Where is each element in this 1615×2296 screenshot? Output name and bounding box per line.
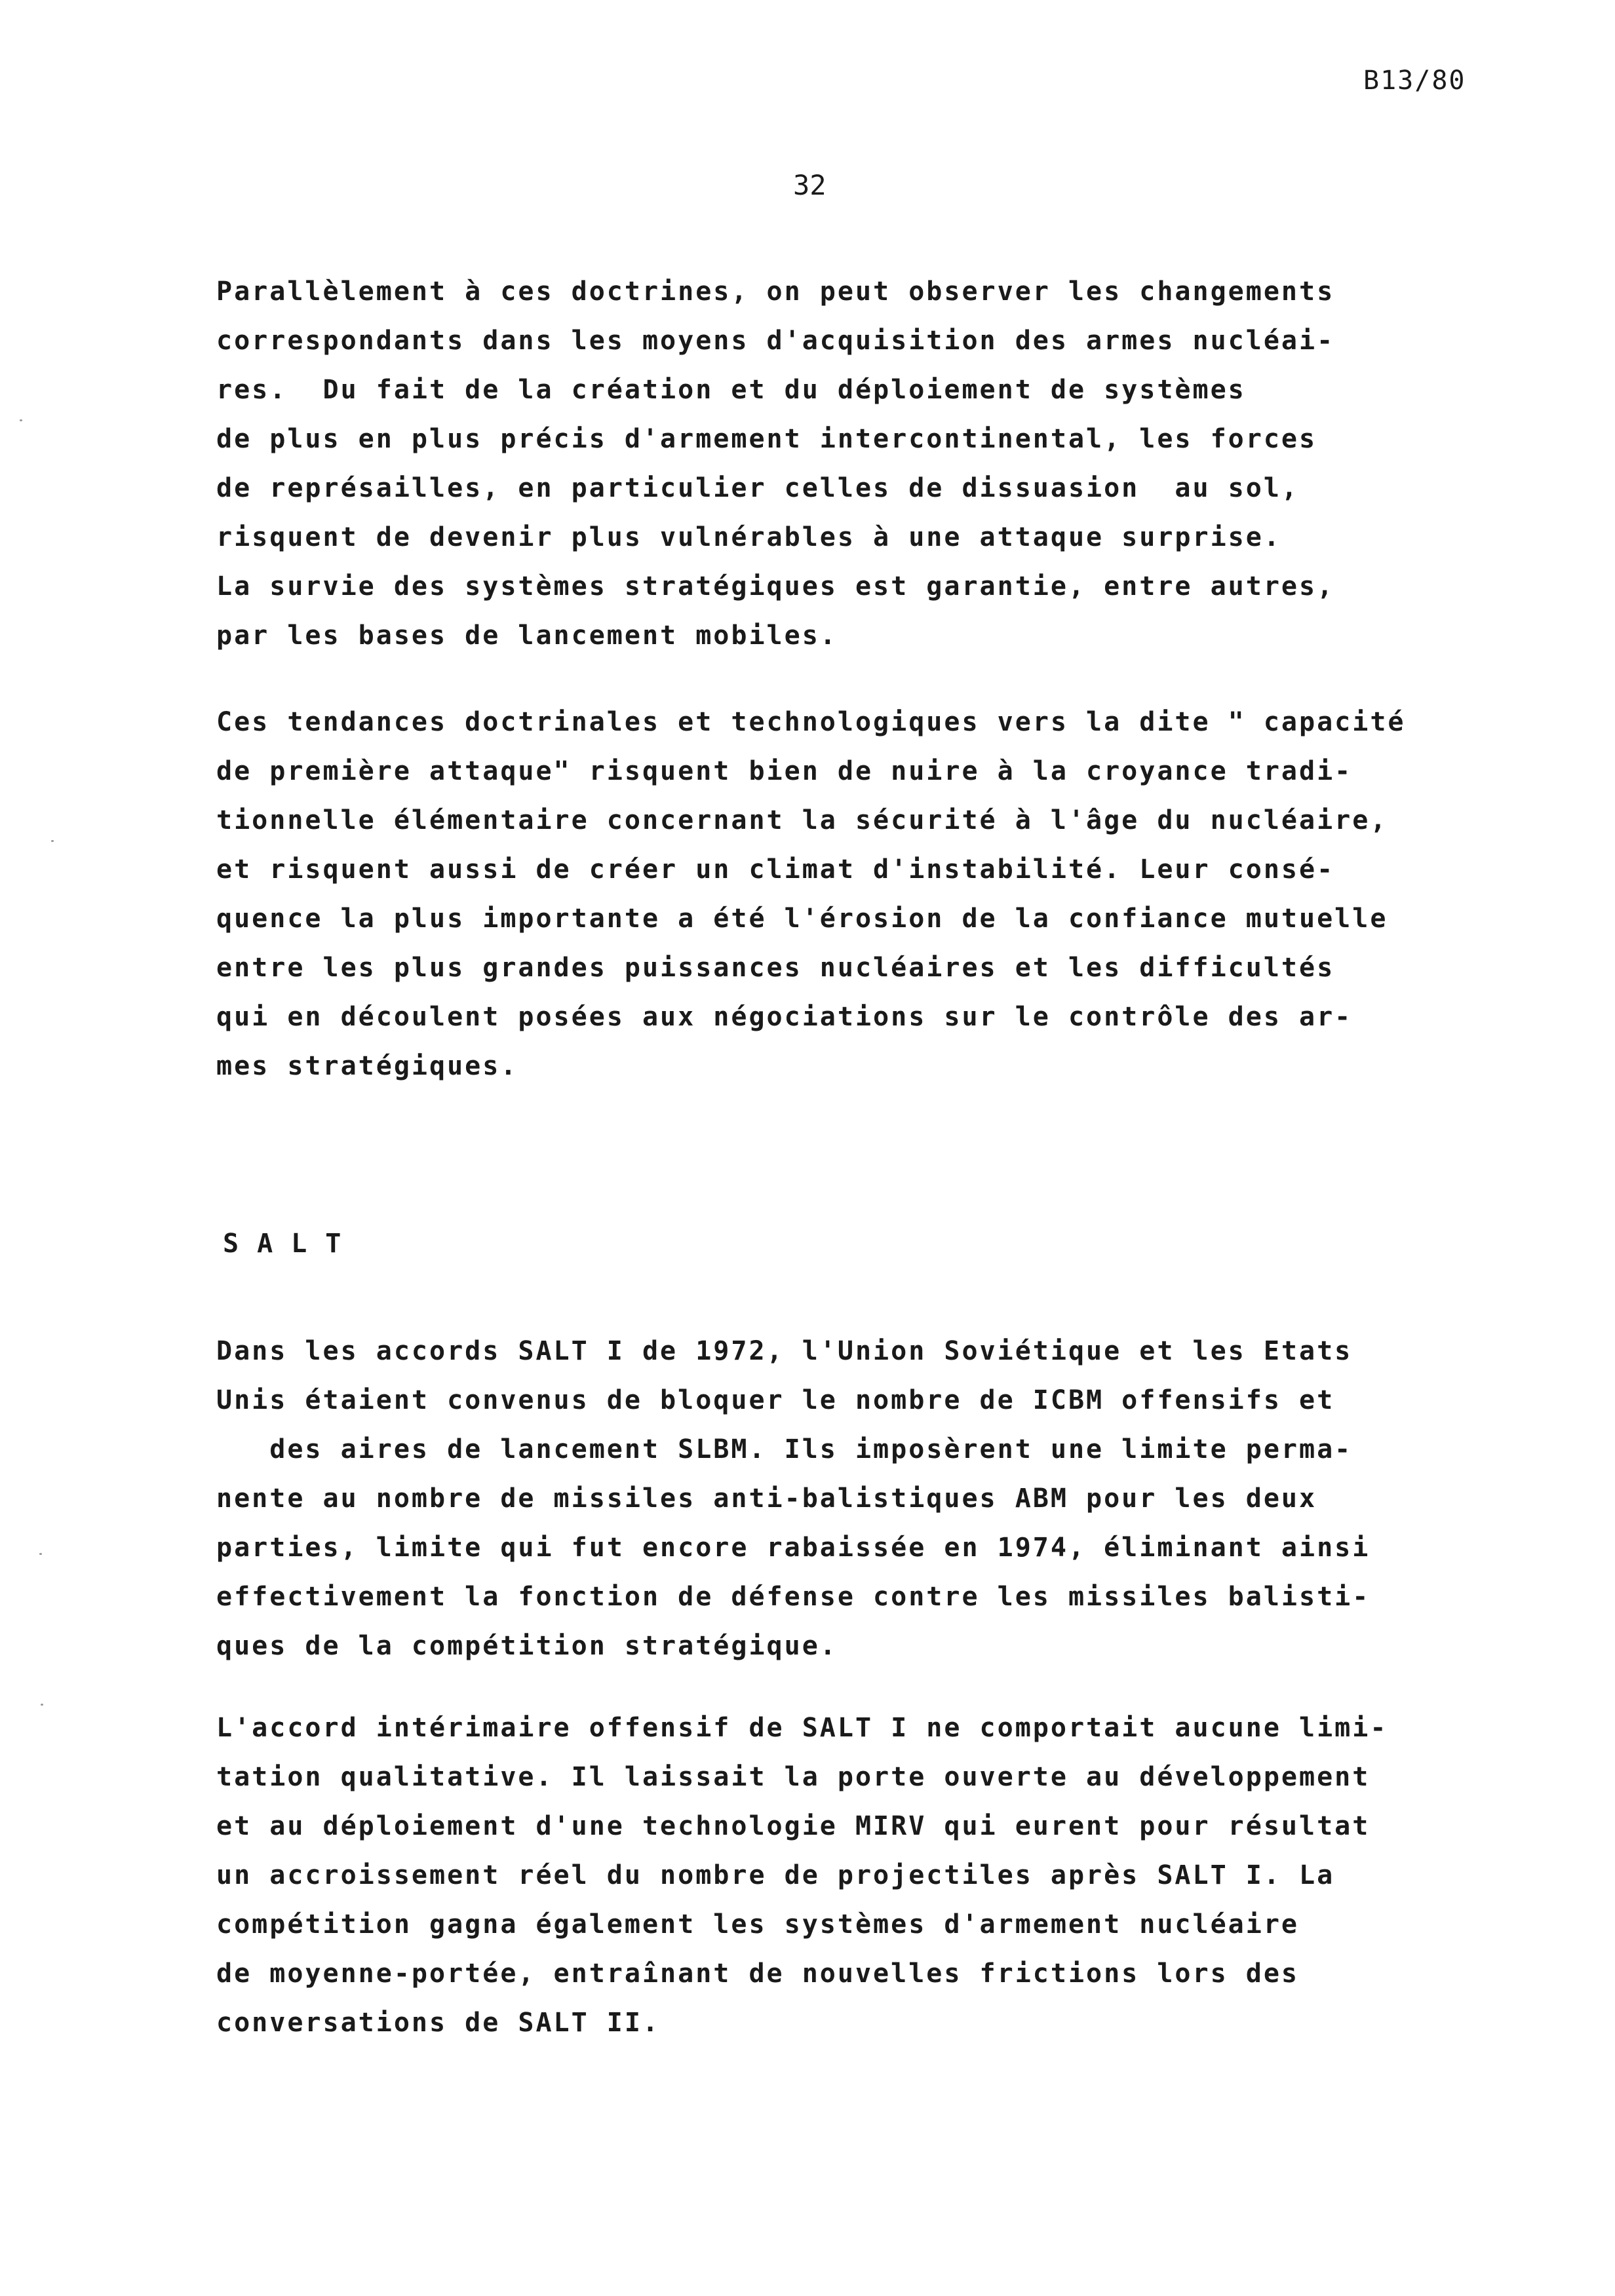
text-line: parties, limite qui fut encore rabaissée en 1974, éliminant ainsi bbox=[216, 1533, 1371, 1563]
text-line: quence la plus importante a été l'érosion de la confiance mutuelle bbox=[216, 904, 1388, 934]
text-line: et au déploiement d'une technologie MIRV qui eurent pour résultat bbox=[216, 1811, 1371, 1841]
text-line: res. Du fait de la création et du déploiement de systèmes bbox=[216, 375, 1246, 405]
scan-speck bbox=[41, 1704, 43, 1706]
text-line: effectivement la fonction de défense contre les missiles balisti- bbox=[216, 1582, 1371, 1612]
text-line: de plus en plus précis d'armement intercontinental, les forces bbox=[216, 424, 1317, 454]
text-line: Dans les accords SALT I de 1972, l'Union Soviétique et les Etats bbox=[216, 1336, 1353, 1366]
text-line: risquent de devenir plus vulnérables à une attaque surprise. bbox=[216, 522, 1281, 552]
document-reference: B13/80 bbox=[1363, 66, 1466, 96]
text-line: un accroissement réel du nombre de projectiles après SALT I. La bbox=[216, 1860, 1335, 1890]
text-line: compétition gagna également les systèmes d'armement nucléaire bbox=[216, 1909, 1300, 1940]
text-line: L'accord intérimaire offensif de SALT I ne comportait aucune limi- bbox=[216, 1713, 1388, 1743]
paragraph-2 bbox=[216, 698, 1527, 1091]
salt-paragraph-2 bbox=[216, 1704, 1527, 2048]
text-line: ques de la compétition stratégique. bbox=[216, 1631, 838, 1661]
text-line: de première attaque" risquent bien de nuire à la croyance tradi- bbox=[216, 756, 1353, 786]
text-line: nente au nombre de missiles anti-balistiques ABM pour les deux bbox=[216, 1483, 1317, 1514]
text-line: Unis étaient convenus de bloquer le nombre de ICBM offensifs et bbox=[216, 1385, 1335, 1415]
text-line: tionnelle élémentaire concernant la sécurité à l'âge du nucléaire, bbox=[216, 805, 1388, 835]
text-line: mes stratégiques. bbox=[216, 1051, 518, 1081]
section-heading: SALT bbox=[223, 1229, 360, 1259]
scan-speck bbox=[20, 419, 22, 421]
text-line: conversations de SALT II. bbox=[216, 2008, 661, 2038]
text-line: La survie des systèmes stratégiques est garantie, entre autres, bbox=[216, 571, 1335, 602]
text-line: Ces tendances doctrinales et technologiques vers la dite " capacité bbox=[216, 707, 1406, 737]
text-line: et risquent aussi de créer un climat d'instabilité. Leur consé- bbox=[216, 854, 1335, 885]
text-line: qui en découlent posées aux négociations sur le contrôle des ar- bbox=[216, 1002, 1353, 1032]
text-line: Parallèlement à ces doctrines, on peut observer les changements bbox=[216, 277, 1335, 307]
paragraph-1 bbox=[216, 267, 1527, 660]
text-line: de représailles, en particulier celles de dissuasion au sol, bbox=[216, 473, 1300, 503]
text-line: par les bases de lancement mobiles. bbox=[216, 621, 838, 651]
text-line: tation qualitative. Il laissait la porte ouverte au développement bbox=[216, 1762, 1371, 1792]
text-line: correspondants dans les moyens d'acquisition des armes nucléai- bbox=[216, 326, 1335, 356]
text-line: des aires de lancement SLBM. Ils imposèrent une limite perma- bbox=[216, 1434, 1353, 1464]
salt-paragraph-1 bbox=[216, 1327, 1527, 1671]
scan-speck bbox=[51, 840, 54, 842]
text-line: de moyenne-portée, entraînant de nouvelles frictions lors des bbox=[216, 1959, 1300, 1989]
scan-speck bbox=[39, 1553, 42, 1555]
text-line: entre les plus grandes puissances nucléaires et les difficultés bbox=[216, 953, 1335, 983]
page-number: 32 bbox=[793, 169, 827, 201]
